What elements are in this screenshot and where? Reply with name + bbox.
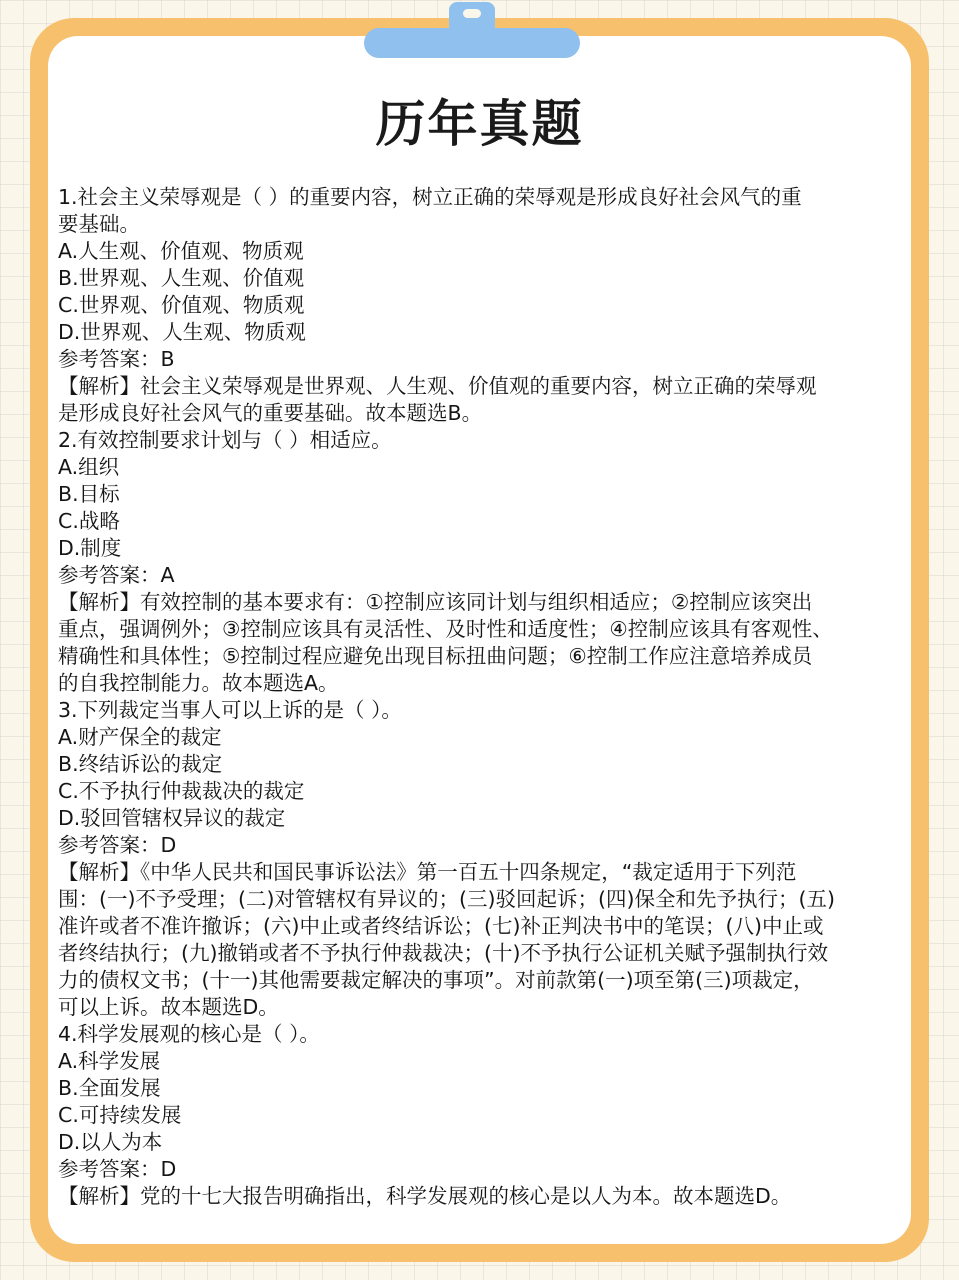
text-line: 重点，强调例外；③控制应该具有灵活性、及时性和适度性；④控制应该具有客观性、	[58, 617, 833, 641]
text-line: 1.社会主义荣辱观是（ ）的重要内容，树立正确的荣辱观是形成良好社会风气的重	[58, 185, 802, 209]
text-line: 的自我控制能力。故本题选A。	[58, 671, 339, 695]
text-line: A.科学发展	[58, 1049, 161, 1073]
text-line: 力的债权文书；(十一)其他需要裁定解决的事项”。对前款第(一)项至第(三)项裁定，	[58, 968, 814, 992]
text-line: 精确性和具体性；⑤控制过程应避免出现目标扭曲问题；⑥控制工作应注意培养成员	[58, 644, 813, 668]
text-line: C.世界观、价值观、物质观	[58, 293, 305, 317]
text-line: B.全面发展	[58, 1076, 161, 1100]
text-line: D.驳回管辖权异议的裁定	[58, 806, 286, 830]
text-line: 【解析】有效控制的基本要求有：①控制应该同计划与组织相适应；②控制应该突出	[58, 590, 813, 614]
text-line: A.人生观、价值观、物质观	[58, 239, 304, 263]
text-line: A.财产保全的裁定	[58, 725, 222, 749]
text-line: 参考答案：D	[58, 1157, 177, 1181]
text-line: D.世界观、人生观、物质观	[58, 320, 306, 344]
text-line: 4.科学发展观的核心是（ ）。	[58, 1022, 320, 1046]
text-line: 要基础。	[58, 212, 140, 236]
text-line: 【解析】党的十七大报告明确指出，科学发展观的核心是以人为本。故本题选D。	[58, 1184, 792, 1208]
text-line: C.战略	[58, 509, 120, 533]
text-line: B.终结诉讼的裁定	[58, 752, 223, 776]
text-line: 参考答案：A	[58, 563, 175, 587]
clip-icon	[449, 2, 495, 38]
clip-hole	[463, 9, 481, 18]
text-line: C.不予执行仲裁裁决的裁定	[58, 779, 305, 803]
text-line: 2.有效控制要求计划与（ ）相适应。	[58, 428, 392, 452]
text-line: 参考答案：D	[58, 833, 177, 857]
text-line: 3.下列裁定当事人可以上诉的是（ ）。	[58, 698, 402, 722]
text-line: 围：(一)不予受理；(二)对管辖权有异议的；(三)驳回起诉；(四)保全和先予执行；(五)	[58, 887, 835, 911]
text-line: 者终结执行；(九)撤销或者不予执行仲裁裁决；(十)不予执行公证机关赋予强制执行效	[58, 941, 828, 965]
question-text	[58, 184, 906, 1210]
text-line: 是形成良好社会风气的重要基础。故本题选B。	[58, 401, 483, 425]
text-line: 【解析】社会主义荣辱观是世界观、人生观、价值观的重要内容，树立正确的荣辱观	[58, 374, 817, 398]
text-line: B.世界观、人生观、价值观	[58, 266, 305, 290]
text-line: D.以人为本	[58, 1130, 163, 1154]
text-line: B.目标	[58, 482, 120, 506]
text-line: 可以上诉。故本题选D。	[58, 995, 279, 1019]
text-line: C.可持续发展	[58, 1103, 182, 1127]
text-line: A.组织	[58, 455, 120, 479]
text-line: 【解析】《中华人民共和国民事诉讼法》第一百五十四条规定，“裁定适用于下列范	[58, 860, 797, 884]
text-line: D.制度	[58, 536, 122, 560]
page-title: 历年真题	[375, 95, 584, 153]
text-line: 准许或者不准许撤诉；(六)中止或者终结诉讼；(七)补正判决书中的笔误；(八)中止或	[58, 914, 824, 938]
text-line: 参考答案：B	[58, 347, 175, 371]
